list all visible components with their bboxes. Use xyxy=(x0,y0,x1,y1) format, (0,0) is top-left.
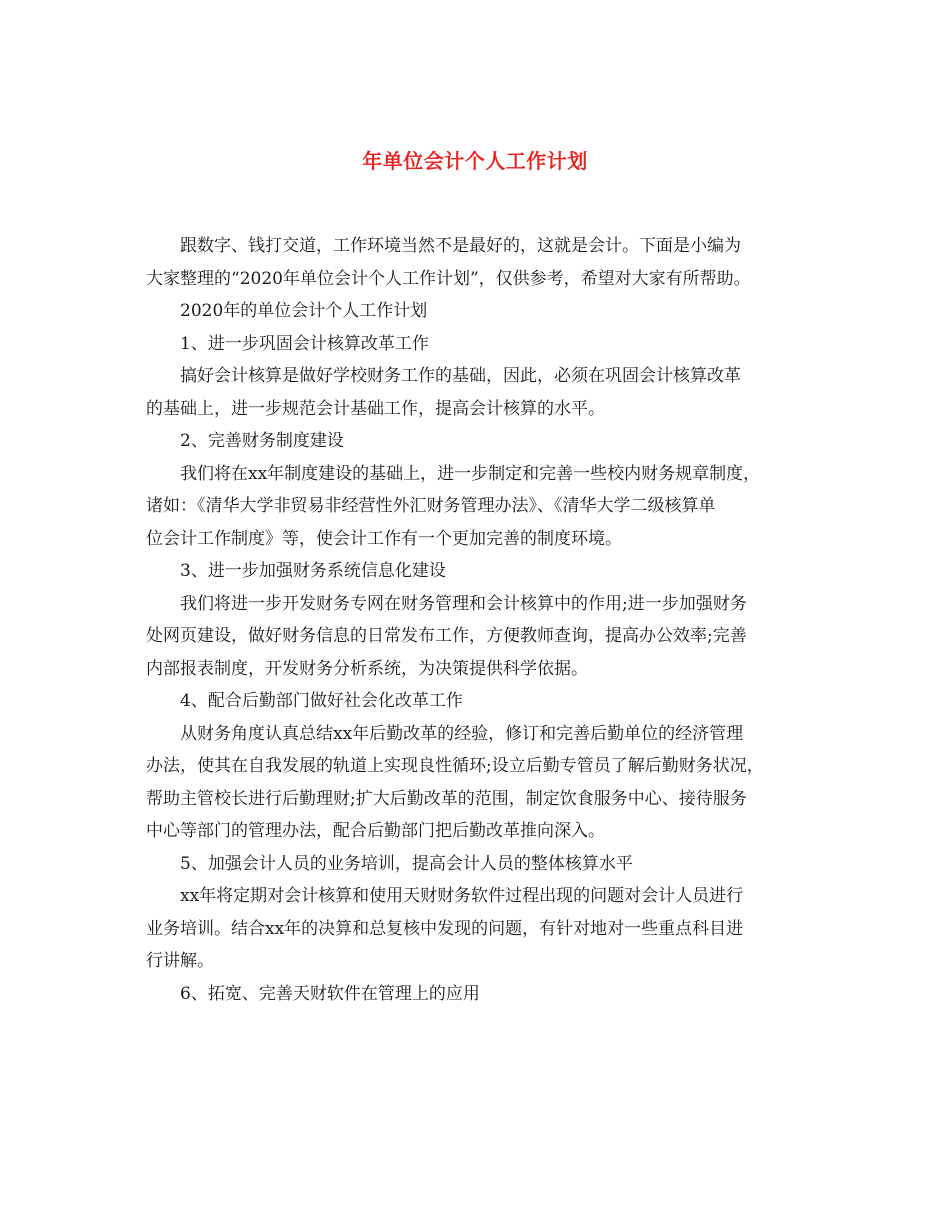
text-line: xx年将定期对会计核算和使用天财财务软件过程出现的问题对会计人员进行 xyxy=(180,886,744,906)
text-line: 内部报表制度，开发财务分析系统，为决策提供科学依据。 xyxy=(146,658,588,679)
text-line: 跟数字、钱打交道，工作环境当然不是最好的，这就是会计。下面是小编为 xyxy=(180,236,741,256)
text-line: 4、配合后勤部门做好社会化改革工作 xyxy=(180,691,463,711)
text-line: 6、拓宽、完善天财软件在管理上的应用 xyxy=(180,983,480,1004)
text-line: 帮助主管校长进行后勤理财;扩大后勤改革的范围，制定饮食服务中心、接待服务 xyxy=(146,788,747,809)
text-line: 2020年的单位会计个人工作计划 xyxy=(180,301,428,321)
text-line: 搞好会计核算是做好学校财务工作的基础，因此，必须在巩固会计核算改革 xyxy=(180,366,741,386)
text-line: 处网页建设，做好财务信息的日常发布工作，方便教师查询，提高办公效率;完善 xyxy=(146,626,747,646)
text-line: 业务培训。结合xx年的决算和总复核中发现的问题，有针对地对一些重点科目进 xyxy=(146,918,744,939)
text-line: 3、进一步加强财务系统信息化建设 xyxy=(180,561,446,581)
text-line: 办法，使其在自我发展的轨道上实现良性循环;设立后勤专管员了解后勤财务状况， xyxy=(146,756,764,776)
page-title: 年单位会计个人工作计划 xyxy=(362,149,588,173)
text-line: 的基础上，进一步规范会计基础工作，提高会计核算的水平。 xyxy=(146,398,605,419)
text-line: 从财务角度认真总结xx年后勤改革的经验，修订和完善后勤单位的经济管理 xyxy=(180,723,744,744)
text-line: 大家整理的“2020年单位会计个人工作计划”，仅供参考，希望对大家有所帮助。 xyxy=(146,268,751,289)
text-line: 中心等部门的管理办法，配合后勤部门把后勤改革推向深入。 xyxy=(146,821,605,841)
text-line: 行讲解。 xyxy=(146,951,214,971)
text-line: 5、加强会计人员的业务培训，提高会计人员的整体核算水平 xyxy=(180,853,633,874)
document-body xyxy=(146,230,816,1010)
text-line: 2、完善财务制度建设 xyxy=(180,431,344,451)
text-line: 我们将进一步开发财务专网在财务管理和会计核算中的作用;进一步加强财务 xyxy=(180,593,747,614)
text-line: 我们将在xx年制度建设的基础上，进一步制定和完善一些校内财务规章制度， xyxy=(180,463,761,484)
text-line: 1、进一步巩固会计核算改革工作 xyxy=(180,333,429,354)
text-line: 位会计工作制度》等，使会计工作有一个更加完善的制度环境。 xyxy=(146,528,622,549)
text-line: 诸如：《清华大学非贸易非经营性外汇财务管理办法》、《清华大学二级核算单 xyxy=(146,496,716,516)
